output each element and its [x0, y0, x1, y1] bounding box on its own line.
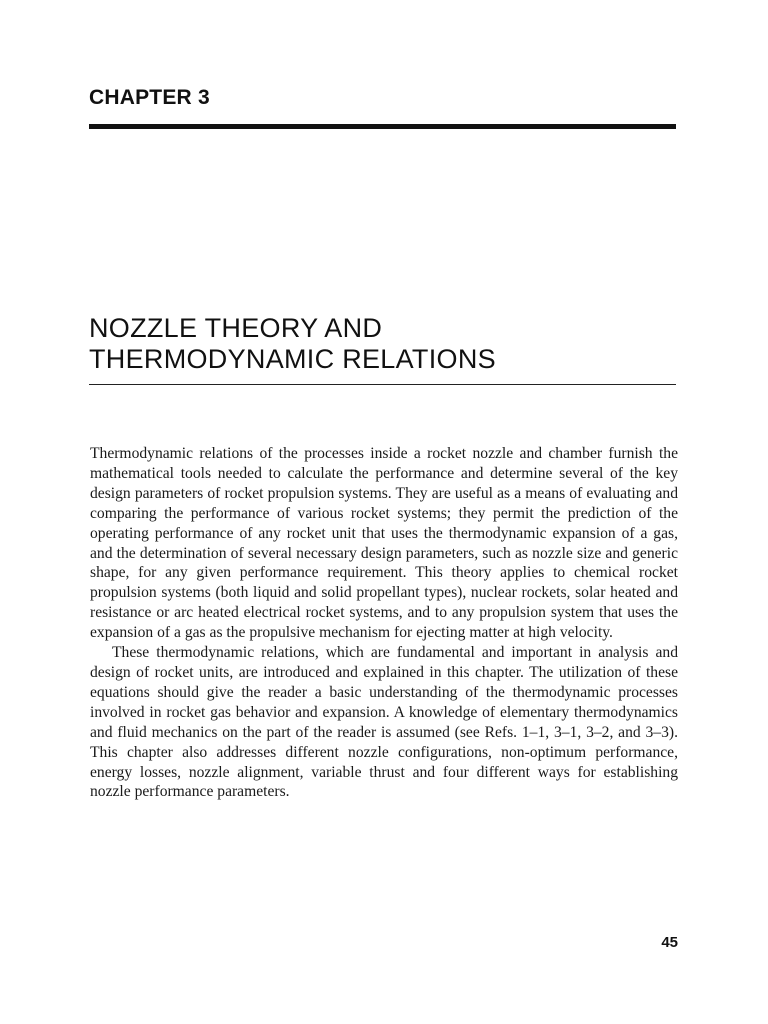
page-number: 45	[661, 934, 678, 951]
intro-paragraph-2: These thermodynamic relations, which are fundamental and important in analysis and design of rocket units, are introduced and explained in this chapter. The utilization of these equations should give the reader a basic understanding of the thermodynamic processes involved in rocket gas behavior and expansion. A knowledge of elementary thermodynamics and fluid mechanics on the part of the reader is assumed (see Refs. 1–1, 3–1, 3–2, and 3–3). This chapter also addresses different nozzle configurations, non-optimum performance, energy losses, nozzle alignment, variable thrust and four different ways for establishing nozzle performance parameters.	[90, 644, 678, 801]
chapter-intro-text	[90, 444, 678, 802]
intro-paragraph-1: Thermodynamic relations of the processes inside a rocket nozzle and chamber furnish the mathematical tools needed to calculate the performance and determine several of the key design parameters of rocket propulsion systems. They are useful as a means of evaluating and comparing the performance of various rocket systems; they permit the prediction of the operating performance of any rocket unit that uses the thermodynamic expansion of a gas, and the determination of several necessary design parameters, such as nozzle size and generic shape, for any given performance requirement. This theory applies to chemical rocket propulsion systems (both liquid and solid propellant types), nuclear rockets, solar heated and resistance or arc heated electrical rocket systems, and to any propulsion system that uses the expansion of a gas as the propulsive mechanism for ejecting matter at high velocity.	[90, 445, 678, 642]
chapter-heading-rule	[89, 124, 676, 129]
chapter-title-line-1: NOZZLE THEORY AND	[89, 313, 383, 343]
chapter-label: CHAPTER 3	[89, 86, 210, 109]
chapter-title-line-2: THERMODYNAMIC RELATIONS	[89, 344, 496, 374]
chapter-title-rule	[89, 384, 676, 385]
chapter-title	[89, 313, 496, 375]
